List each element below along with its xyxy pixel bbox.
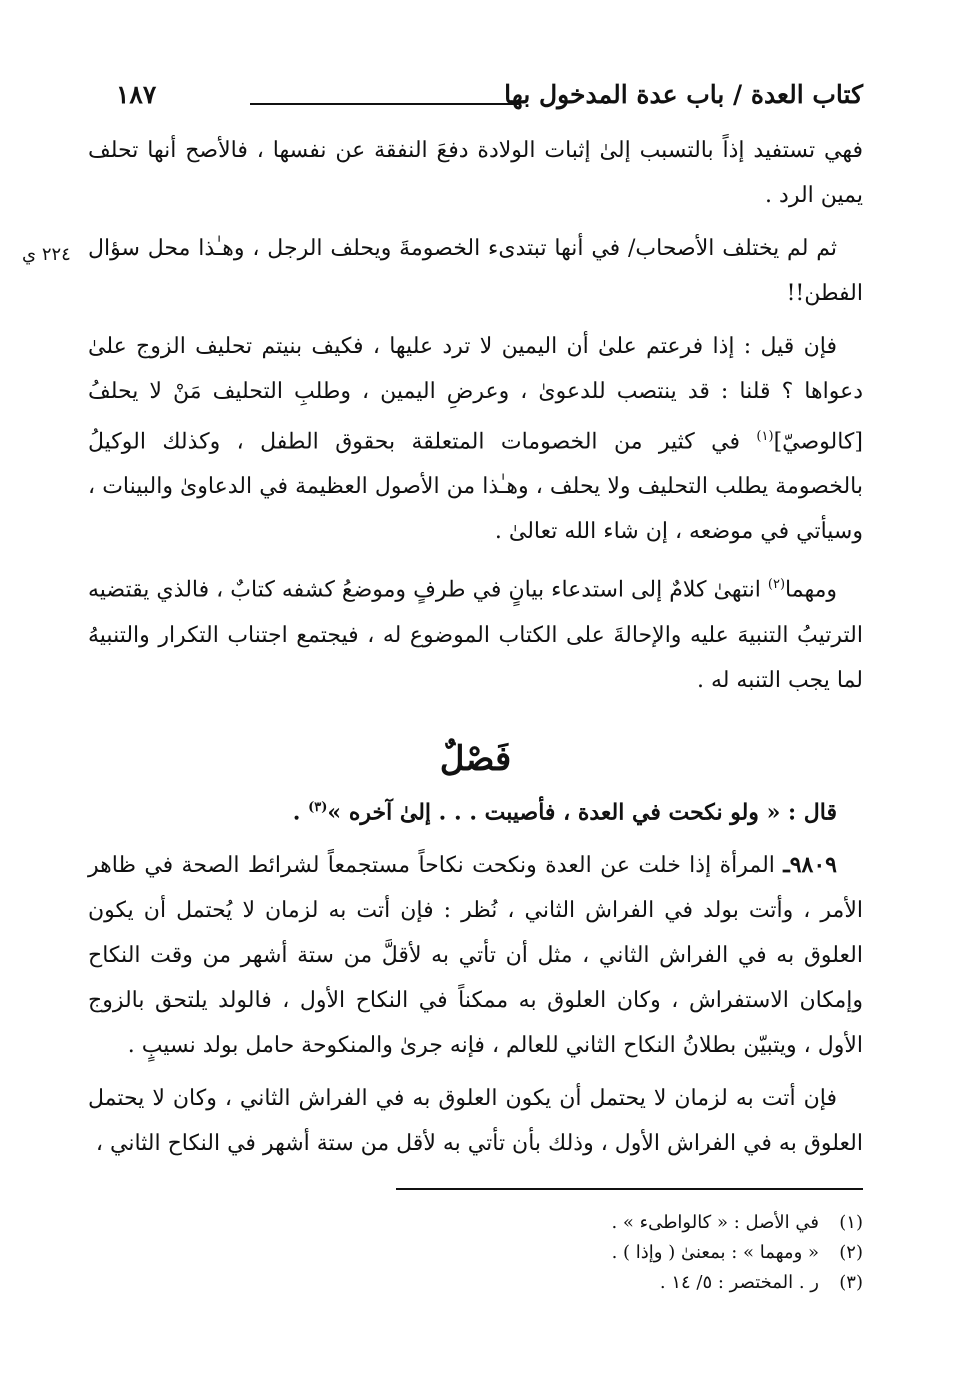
paragraph-4-text-b: انتهىٰ كلامٌ إلى استدعاء بيانٍ في طرفٍ وموضعُ كشفه كتابٌ ، فالذي يقتضيه الترتيبُ التنبيهَ عليه والإحالةَ على الكتاب الموضوع له ، فيجتمع اجتناب التكرار والتنبيهُ لما يجب التنبه له . [88, 577, 863, 693]
header-rule [250, 103, 521, 105]
footnote-rule [396, 1188, 863, 1190]
paragraph-4-text-a: ومهما [785, 577, 837, 603]
footnote-3 [88, 1268, 863, 1298]
section-quote-text: قال : « ولو نكحت في العدة ، فأصيبت . . . إلىٰ آخره » [327, 798, 837, 825]
footnote-text: ر . المختصر : ٥/ ١٤ . [659, 1272, 819, 1293]
section-heading: فَصْلٌ [439, 738, 512, 779]
running-header [88, 80, 863, 124]
footnote-ref-2: (٢) [767, 577, 786, 593]
footnote-2 [88, 1238, 863, 1268]
paragraph-number: ٩٨٠٩ـ [783, 851, 837, 878]
footnote-ref-3: (٣) [308, 799, 328, 815]
footnote-number: (١) [839, 1212, 863, 1233]
paragraph-5-text: المرأة إذا خلت عن العدة ونكحت نكاحاً مستجمعاً لشرائط الصحة في ظاهر الأمر ، وأتت بولد في الفراش الثاني ، نُظر : فإن أتت به لزمان لا يُحتمل أن يكون العلوق به في الفراش الثاني ، مثل أن تأتي به لأقلَّ من ستة أشهر من وقت النكاح وإمكان الاستفراش ، وكان العلوق به ممكناً في النكاح الأول ، فالولد يلتحق بالزوج الأول ، ويتبيّن بطلانُ النكاح الثاني للعالم ، فإنه جرىٰ والمنكوحة حامل بولد نسيبٍ . [88, 852, 863, 1058]
footnote-text: في الأصل : « كالواطىء » . [611, 1212, 819, 1233]
paragraph-3-text-b: في كثير من الخصومات المتعلقة بحقوق الطفل ، وكذلك الوكيلُ بالخصومة يطلب التحليف ولا يحلف ، وهـٰذا من الأصول العظيمة في الدعاوىٰ والبينات ، وسيأتي في موضعه ، إن شاء الله تعالىٰ . [88, 429, 863, 545]
footnote-text: « ومهما » : بمعنىٰ ( وإذا ) . [611, 1242, 819, 1263]
paragraph-5 [88, 843, 863, 1068]
footnote-ref-1: (١) [756, 429, 774, 444]
section-quote [88, 785, 863, 835]
footnote-number: (٢) [839, 1242, 863, 1263]
header-title: كتاب العدة / باب عدة المدخول بها [504, 80, 863, 109]
footnote-1 [88, 1208, 863, 1238]
footnotes [88, 1208, 863, 1298]
page-number: ١٨٧ [116, 80, 157, 109]
paragraph-2: ثم لم يختلف الأصحاب/ في أنها تبتدىء الخصومةَ ويحلف الرجل ، وهـٰذا محل سؤال الفطن!! [88, 236, 863, 306]
section-quote-end: . [292, 798, 309, 825]
paragraph-6: فإن أتت به لزمان لا يحتمل أن يكون العلوق به في الفراش الثاني ، وكان لا يحتمل العلوق به في الفراش الأول ، وذلك بأن تأتي به لأقل من ستة أشهر في النكاح الثاني ، [88, 1085, 863, 1156]
paragraph-3 [88, 324, 863, 554]
paragraph-1: فهي تستفيد إذاً بالتسبب إلىٰ إثبات الولادة دفعَ النفقة عن نفسها ، فالأصح أنها تحلف يمين الرد . [88, 138, 863, 208]
paragraph-3-text-a: فإن قيل : إذا فرعتم علىٰ أن اليمين لا ترد عليها ، فكيف بنيتم تحليف الزوج علىٰ دعواها ؟ قلنا : قد ينتصب للدعوىٰ ، وعرضِ اليمين ، وطلبِ التحليف مَنْ لا يحلفُ [كالوصيّ] [88, 334, 863, 455]
footnote-number: (٣) [839, 1272, 863, 1293]
paragraph-4 [88, 562, 863, 702]
margin-folio-note: ٢٢٤ ي [22, 244, 71, 265]
page-body [88, 128, 863, 1174]
